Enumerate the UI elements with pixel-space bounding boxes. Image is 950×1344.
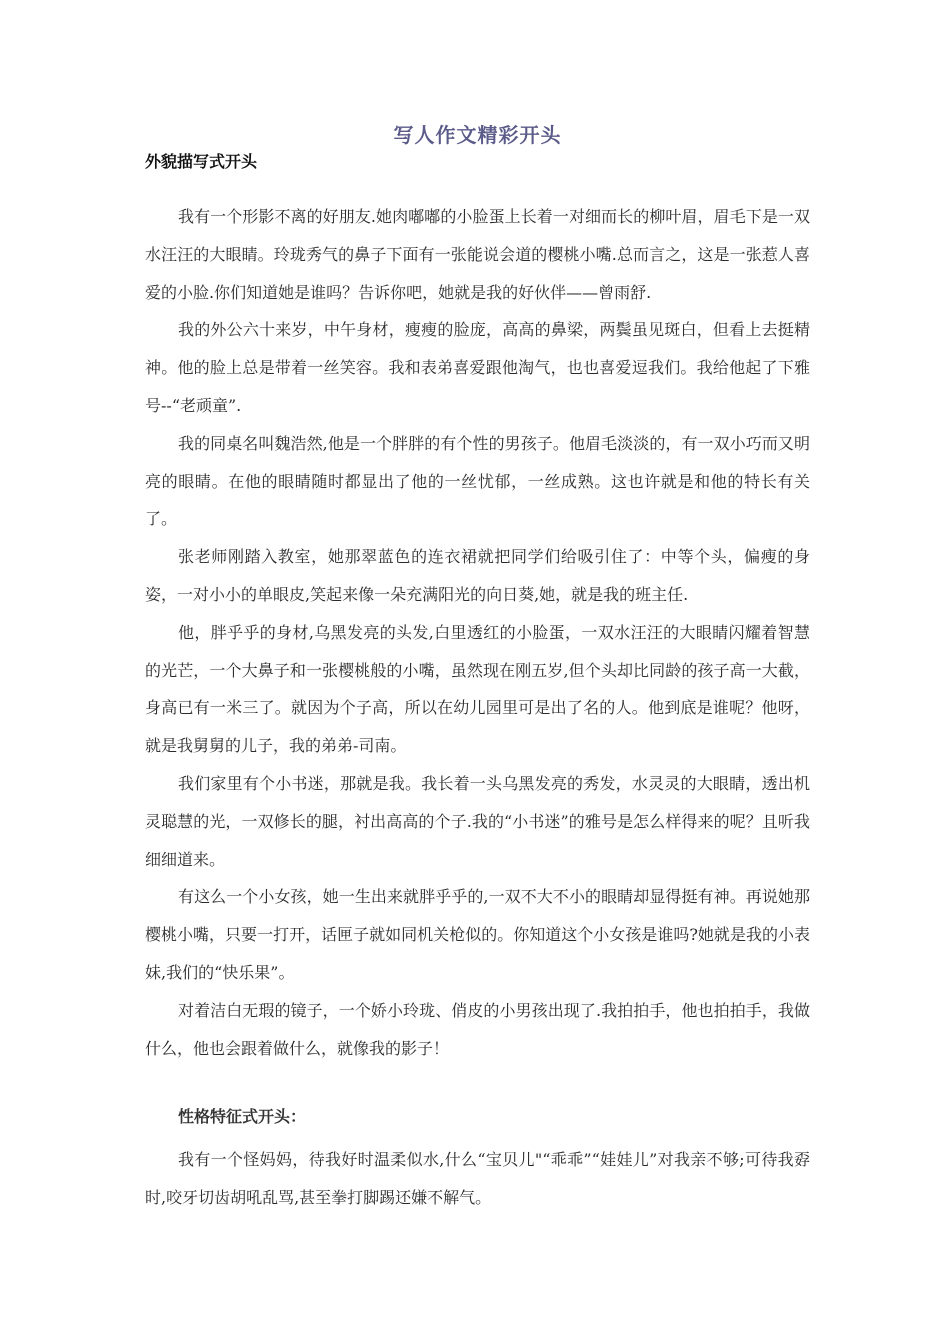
paragraph: 我有一个形影不离的好朋友.她肉嘟嘟的小脸蛋上长着一对细而长的柳叶眉，眉毛下是一双水汪汪的大眼睛。玲珑秀气的鼻子下面有一张能说会道的樱桃小嘴.总而言之，这是一张惹人喜爱的小脸.你们知道她是谁吗？告诉你吧，她就是我的好伙伴——曾雨舒. <box>145 207 810 302</box>
paragraph: 我有一个怪妈妈，待我好时温柔似水,什么“宝贝儿"“乖乖”“娃娃儿”对我亲不够;可待我孬时,咬牙切齿胡吼乱骂,甚至拳打脚踢还嫌不解气。 <box>145 1150 810 1208</box>
paragraph: 我们家里有个小书迷，那就是我。我长着一头乌黑发亮的秀发，水灵灵的大眼睛，透出机灵聪慧的光，一双修长的腿，衬出高高的个子.我的“小书迷”的雅号是怎么样得来的呢？且听我细细道来。 <box>145 773 810 869</box>
paragraph: 张老师刚踏入教室，她那翠蓝色的连衣裙就把同学们给吸引住了：中等个头，偏瘦的身姿，一对小小的单眼皮,笑起来像一朵充满阳光的向日葵,她，就是我的班主任. <box>145 547 810 604</box>
section-body-appearance <box>145 198 810 1067</box>
document-title: 写人作文精彩开头 <box>393 123 562 147</box>
paragraph: 对着洁白无瑕的镜子，一个娇小玲珑、俏皮的小男孩出现了.我拍拍手，他也拍拍手，我做什么，他也会跟着做什么，就像我的影子！ <box>145 1000 810 1058</box>
document-page <box>145 118 810 1217</box>
section-body-personality <box>145 1141 810 1217</box>
paragraph: 我的外公六十来岁，中午身材，瘦瘦的脸庞，高高的鼻梁，两鬓虽见斑白，但看上去挺精神。他的脸上总是带着一丝笑容。我和表弟喜爱跟他淘气，也也喜爱逗我们。我给他起了下雅号--“老顽童”. <box>145 320 810 415</box>
paragraph: 有这么一个小女孩，她一生出来就胖乎乎的,一双不大不小的眼睛却显得挺有神。再说她那樱桃小嘴，只要一打开，话匣子就如同机关枪似的。你知道这个小女孩是谁吗?她就是我的小表妹,我们的“快乐果”。 <box>145 887 810 982</box>
paragraph: 他，胖乎乎的身材,乌黑发亮的头发,白里透红的小脸蛋，一双水汪汪的大眼睛闪耀着智慧的光芒，一个大鼻子和一张樱桃般的小嘴，虽然现在刚五岁,但个头却比同龄的孩子高一大截，身高已有一米三了。就因为个子高，所以在幼儿园里可是出了名的人。他到底是谁呢？他呀，就是我舅舅的儿子，我的弟弟-司南。 <box>145 622 810 756</box>
paragraph: 我的同桌名叫魏浩然,他是一个胖胖的有个性的男孩子。他眉毛淡淡的，有一双小巧而又明亮的眼睛。在他的眼睛随时都显出了他的一丝忧郁，一丝成熟。这也许就是和他的特长有关了。 <box>145 433 810 529</box>
section-heading-appearance: 外貌描写式开头 <box>145 152 258 171</box>
section-heading-personality: 性格特征式开头： <box>178 1107 307 1127</box>
